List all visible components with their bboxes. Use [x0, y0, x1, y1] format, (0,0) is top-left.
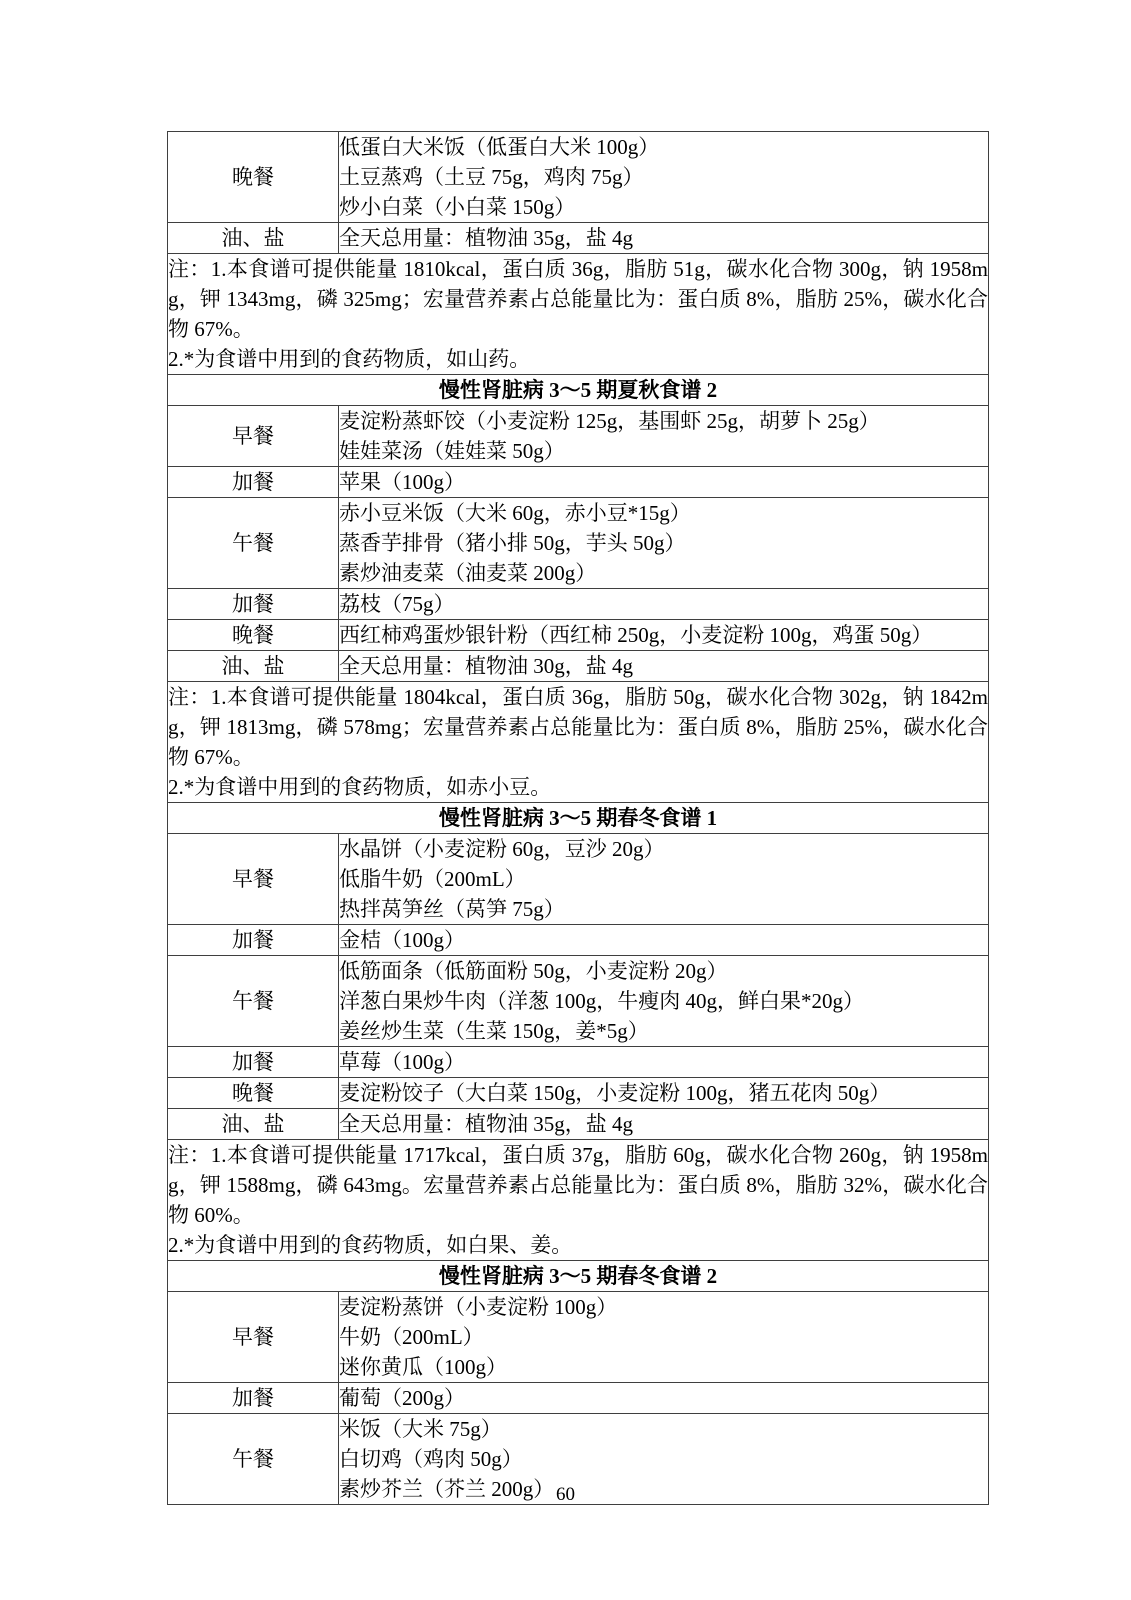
meal-items — [339, 406, 989, 467]
section-notes — [168, 682, 989, 803]
meal-items — [339, 132, 989, 223]
diet-plan-table — [167, 131, 989, 1505]
meal-items — [339, 1292, 989, 1383]
dish-item: 低蛋白大米饭（低蛋白大米 100g） — [339, 135, 660, 159]
meal-label: 午餐 — [168, 1414, 339, 1505]
meal-items — [339, 925, 989, 956]
dish-item: 迷你黄瓜（100g） — [339, 1355, 507, 1379]
note-paragraph: 2.*为食谱中用到的食药物质，如赤小豆。 — [168, 775, 552, 799]
dish-item: 苹果（100g） — [339, 470, 465, 494]
dish-item: 蒸香芋排骨（猪小排 50g，芋头 50g） — [339, 531, 686, 555]
section-title: 慢性肾脏病 3～5 期春冬食谱 1 — [168, 803, 989, 834]
section-title-row — [168, 375, 989, 406]
dish-item: 素炒油麦菜（油麦菜 200g） — [339, 561, 597, 585]
meal-label: 午餐 — [168, 498, 339, 589]
table-row — [168, 132, 989, 223]
meal-label: 晚餐 — [168, 132, 339, 223]
page-number: 60 — [556, 1484, 575, 1505]
table-row — [168, 223, 989, 254]
section-title-row — [168, 803, 989, 834]
table-row — [168, 651, 989, 682]
dish-item: 全天总用量：植物油 35g，盐 4g — [339, 1112, 633, 1136]
dish-item: 麦淀粉蒸饼（小麦淀粉 100g） — [339, 1295, 618, 1319]
table-row — [168, 956, 989, 1047]
meal-items — [339, 223, 989, 254]
dish-item: 娃娃菜汤（娃娃菜 50g） — [339, 439, 565, 463]
table-row — [168, 1292, 989, 1383]
table-row — [168, 498, 989, 589]
section-notes — [168, 1140, 989, 1261]
meal-label: 加餐 — [168, 925, 339, 956]
dish-item: 全天总用量：植物油 30g，盐 4g — [339, 654, 633, 678]
section-title-row — [168, 1261, 989, 1292]
meal-label: 晚餐 — [168, 1078, 339, 1109]
meal-label: 早餐 — [168, 834, 339, 925]
note-paragraph: 2.*为食谱中用到的食药物质，如白果、姜。 — [168, 1233, 573, 1257]
dish-item: 土豆蒸鸡（土豆 75g，鸡肉 75g） — [339, 165, 644, 189]
meal-label: 油、盐 — [168, 1109, 339, 1140]
dish-item: 低筋面条（低筋面粉 50g，小麦淀粉 20g） — [339, 959, 728, 983]
meal-label: 加餐 — [168, 467, 339, 498]
meal-items — [339, 498, 989, 589]
meal-items — [339, 1383, 989, 1414]
table-row — [168, 834, 989, 925]
dish-item: 麦淀粉饺子（大白菜 150g，小麦淀粉 100g，猪五花肉 50g） — [339, 1081, 891, 1105]
note-paragraph: 2.*为食谱中用到的食药物质，如山药。 — [168, 347, 531, 371]
meal-items — [339, 620, 989, 651]
dish-item: 洋葱白果炒牛肉（洋葱 100g，牛瘦肉 40g，鲜白果*20g） — [339, 989, 864, 1013]
dish-item: 麦淀粉蒸虾饺（小麦淀粉 125g，基围虾 25g，胡萝卜 25g） — [339, 409, 880, 433]
table-row — [168, 589, 989, 620]
dish-item: 素炒芥兰（芥兰 200g） — [339, 1477, 555, 1501]
meal-label: 加餐 — [168, 1047, 339, 1078]
meal-label: 早餐 — [168, 406, 339, 467]
dish-item: 草莓（100g） — [339, 1050, 465, 1074]
meal-items — [339, 834, 989, 925]
table-row — [168, 1078, 989, 1109]
table-row — [168, 467, 989, 498]
meal-label: 油、盐 — [168, 223, 339, 254]
dish-item: 热拌莴笋丝（莴笋 75g） — [339, 897, 565, 921]
table-row — [168, 406, 989, 467]
dish-item: 葡萄（200g） — [339, 1386, 465, 1410]
meal-label: 午餐 — [168, 956, 339, 1047]
meal-items — [339, 1109, 989, 1140]
table-row — [168, 620, 989, 651]
dish-item: 炒小白菜（小白菜 150g） — [339, 195, 576, 219]
dish-item: 米饭（大米 75g） — [339, 1417, 502, 1441]
section-notes-row — [168, 682, 989, 803]
dish-item: 低脂牛奶（200mL） — [339, 867, 526, 891]
dish-item: 姜丝炒生菜（生菜 150g，姜*5g） — [339, 1019, 649, 1043]
dish-item: 赤小豆米饭（大米 60g，赤小豆*15g） — [339, 501, 691, 525]
dish-item: 西红柿鸡蛋炒银针粉（西红柿 250g，小麦淀粉 100g，鸡蛋 50g） — [339, 623, 933, 647]
table-row — [168, 925, 989, 956]
section-notes-row — [168, 1140, 989, 1261]
meal-label: 早餐 — [168, 1292, 339, 1383]
note-paragraph: 注：1.本食谱可提供能量 1810kcal，蛋白质 36g，脂肪 51g，碳水化合物 300g，钠 1958mg，钾 1343mg，磷 325mg；宏量营养素占总能量比为：蛋白质 8%，脂肪 25%，碳水化合物 67%。 — [168, 257, 988, 341]
dish-item: 水晶饼（小麦淀粉 60g，豆沙 20g） — [339, 837, 665, 861]
meal-items — [339, 467, 989, 498]
dish-item: 全天总用量：植物油 35g，盐 4g — [339, 226, 633, 250]
dish-item: 白切鸡（鸡肉 50g） — [339, 1447, 523, 1471]
meal-items — [339, 1047, 989, 1078]
section-title: 慢性肾脏病 3～5 期夏秋食谱 2 — [168, 375, 989, 406]
meal-label: 晚餐 — [168, 620, 339, 651]
dish-item: 金桔（100g） — [339, 928, 465, 952]
table-row — [168, 1047, 989, 1078]
dish-item: 荔枝（75g） — [339, 592, 455, 616]
meal-items — [339, 956, 989, 1047]
meal-items — [339, 589, 989, 620]
meal-label: 油、盐 — [168, 651, 339, 682]
meal-label: 加餐 — [168, 589, 339, 620]
meal-label: 加餐 — [168, 1383, 339, 1414]
dish-item: 牛奶（200mL） — [339, 1325, 484, 1349]
table-row — [168, 1109, 989, 1140]
section-title: 慢性肾脏病 3～5 期春冬食谱 2 — [168, 1261, 989, 1292]
section-notes — [168, 254, 989, 375]
note-paragraph: 注：1.本食谱可提供能量 1717kcal，蛋白质 37g，脂肪 60g，碳水化合物 260g，钠 1958mg，钾 1588mg，磷 643mg。宏量营养素占总能量比为：蛋白质 8%，脂肪 32%，碳水化合物 60%。 — [168, 1143, 988, 1227]
table-row — [168, 1383, 989, 1414]
meal-items — [339, 1078, 989, 1109]
section-notes-row — [168, 254, 989, 375]
meal-items — [339, 651, 989, 682]
note-paragraph: 注：1.本食谱可提供能量 1804kcal，蛋白质 36g，脂肪 50g，碳水化合物 302g，钠 1842mg，钾 1813mg，磷 578mg；宏量营养素占总能量比为：蛋白质 8%，脂肪 25%，碳水化合物 67%。 — [168, 685, 988, 769]
